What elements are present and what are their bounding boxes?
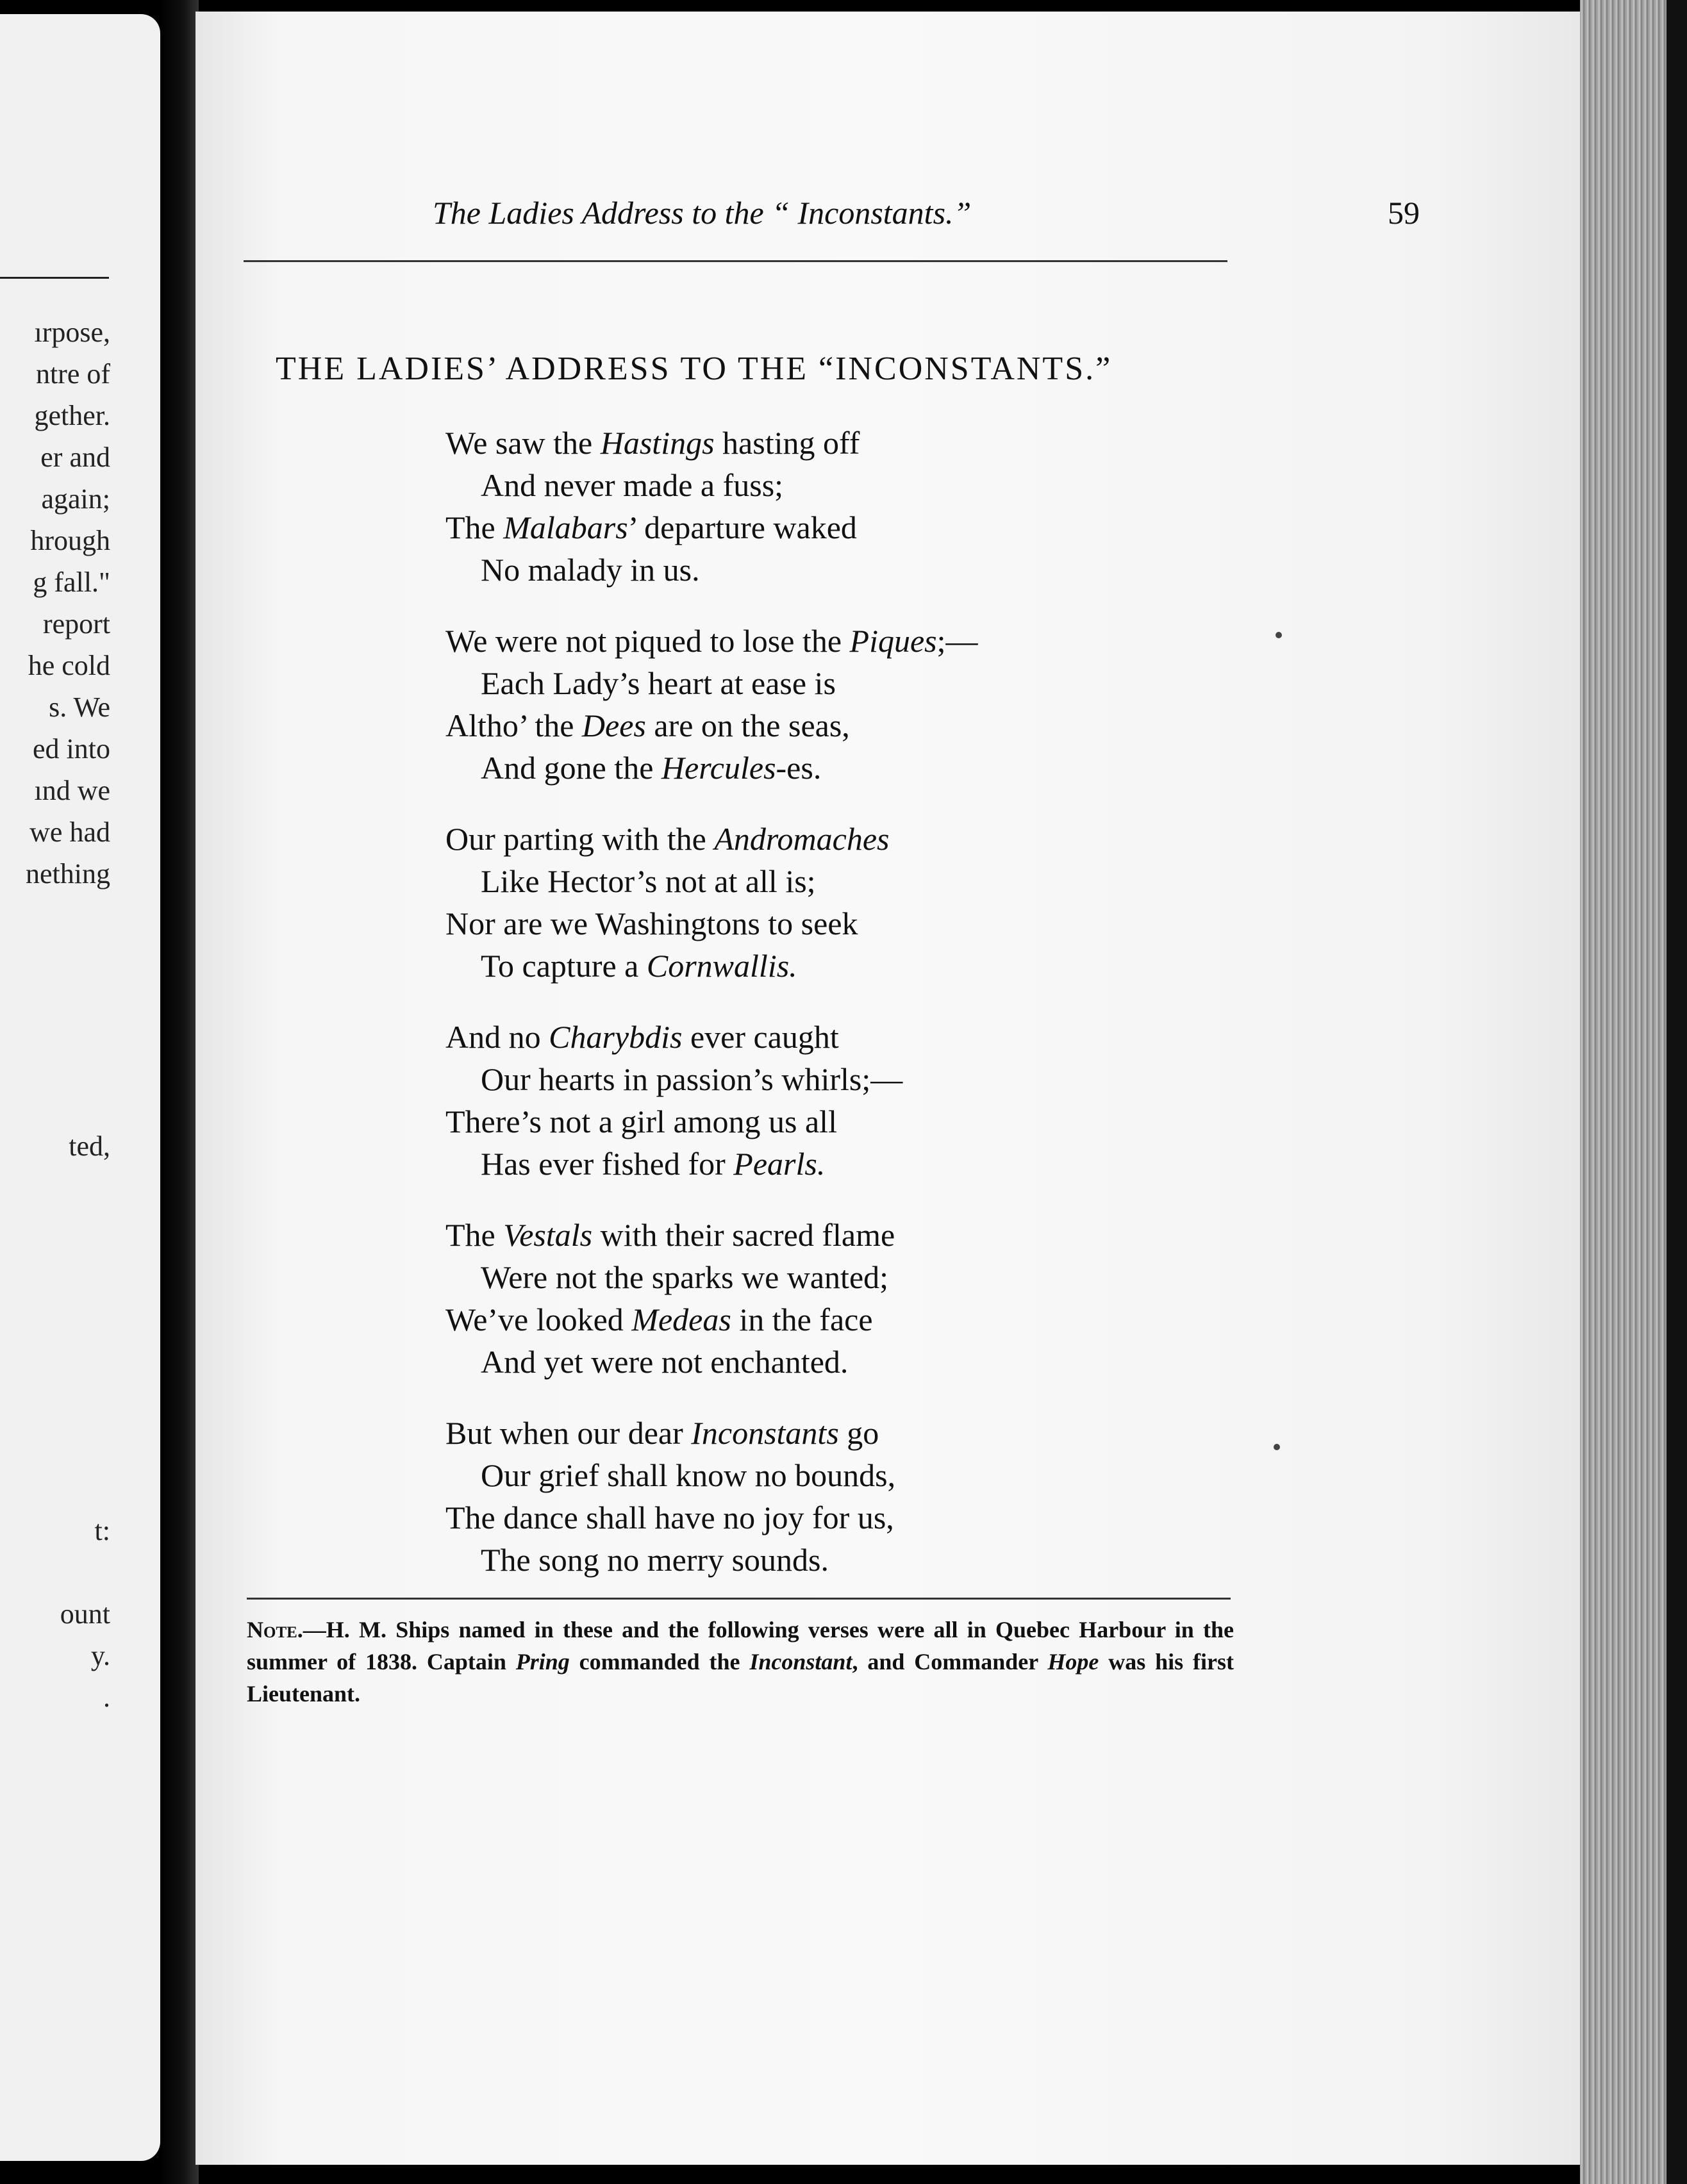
ship-name: Pearls. <box>733 1146 826 1182</box>
poem-line-text: Our parting with the <box>445 821 715 857</box>
ship-name: Dees <box>581 707 646 743</box>
running-head-title: The Ladies Address to the “ Inconstants.” <box>433 195 972 231</box>
poem-line-text: No malady in us. <box>481 552 700 588</box>
facing-page-line: ed into <box>33 733 110 765</box>
facing-page-left <box>0 14 160 2161</box>
ship-name: Medeas <box>631 1302 731 1337</box>
poem-body <box>445 422 1151 1610</box>
footnote-text: , and Commander <box>852 1649 1048 1675</box>
poem-line-text: And never made a fuss; <box>481 467 784 503</box>
facing-page-line: s. We <box>49 691 110 723</box>
poem-line-text: -es. <box>776 750 822 786</box>
poem-line-text: The dance shall have no joy for us, <box>445 1500 894 1535</box>
facing-page-line: nething <box>26 858 110 889</box>
facing-page-line: ted, <box>69 1130 110 1162</box>
footnote-text: was his first Lieutenant. <box>247 1649 1234 1707</box>
facing-page-line: hrough <box>30 525 110 556</box>
stanza <box>445 620 1151 789</box>
poem-line-text: There’s not a girl among us all <box>445 1104 837 1139</box>
footnote-rule <box>247 1598 1231 1600</box>
facing-page-rule <box>0 277 109 279</box>
poem-line <box>445 818 1151 860</box>
poem-line-text: are on the seas, <box>645 707 850 743</box>
poem-line <box>445 1539 1151 1581</box>
poem-line <box>445 1214 1151 1256</box>
poem-line <box>445 662 1151 704</box>
poem-line-text: ever caught <box>682 1019 839 1055</box>
facing-page-line: report <box>42 608 110 640</box>
ship-name: Cornwallis. <box>646 948 797 984</box>
poem-line <box>445 464 1151 506</box>
poem-line-text: Nor are we Washingtons to seek <box>445 906 858 941</box>
footnote-label: Note. <box>247 1617 303 1642</box>
poem-line-text: Altho’ the <box>445 707 582 743</box>
poem-line-text: The <box>445 1217 504 1253</box>
stanza <box>445 1214 1151 1383</box>
poem-line-text: And yet were not enchanted. <box>481 1344 849 1380</box>
poem-line-text: ’ departure waked <box>627 509 857 545</box>
facing-page-line: y. <box>90 1640 110 1671</box>
header-rule <box>244 260 1227 262</box>
facing-page-line: t: <box>94 1515 110 1546</box>
poem-line-text: Like Hector’s not at all is; <box>481 863 816 899</box>
facing-page-line: ntre of <box>35 358 110 390</box>
poem-line-text: We saw the <box>445 425 601 461</box>
poem-line <box>445 1143 1151 1185</box>
ship-name: Hastings <box>600 425 715 461</box>
poem-line-text: Our hearts in passion’s whirls;— <box>481 1061 903 1097</box>
ship-name: Andromaches <box>714 821 890 857</box>
poem-line-text: Each Lady’s heart at ease is <box>481 665 836 701</box>
poem-line <box>445 1496 1151 1539</box>
poem-line-text: go <box>838 1415 879 1451</box>
ship-name: Vestals <box>503 1217 593 1253</box>
ink-speck <box>1276 632 1282 638</box>
facing-page-line: gether. <box>34 400 110 431</box>
ship-name: Charybdis <box>549 1019 683 1055</box>
book-gutter <box>160 0 199 2184</box>
poem-line <box>445 1016 1151 1058</box>
footnote-text: —H. M. Ships named in these and the following verses were all in Quebec Harbour in the summer of 1838. Captain <box>247 1617 1234 1675</box>
footnote-officer-name: Hope <box>1047 1649 1099 1675</box>
stanza <box>445 1412 1151 1581</box>
poem-line <box>445 506 1151 549</box>
running-head <box>433 194 1420 239</box>
facing-page-line: . <box>103 1682 110 1713</box>
poem-line <box>445 860 1151 902</box>
poem-line <box>445 1100 1151 1143</box>
ink-speck <box>1274 1444 1280 1450</box>
poem-line-text: The song no merry sounds. <box>481 1542 829 1578</box>
poem-line <box>445 620 1151 662</box>
poem-title: THE LADIES’ ADDRESS TO THE “INCONSTANTS.” <box>276 351 1113 387</box>
facing-page-line: again; <box>41 483 110 515</box>
facing-page-line: we had <box>29 816 110 848</box>
poem-line-text: The <box>445 509 504 545</box>
poem-line <box>445 1454 1151 1496</box>
poem-line-text: ;— <box>936 623 978 659</box>
ship-name: Hercules <box>661 750 776 786</box>
poem-line-text: Our grief shall know no bounds, <box>481 1457 896 1493</box>
facing-page-line: he cold <box>28 650 110 681</box>
stanza <box>445 1016 1151 1185</box>
ship-name: Inconstants <box>691 1415 839 1451</box>
poem-line-text: with their sacred flame <box>592 1217 895 1253</box>
footnote-text: commanded the <box>569 1649 750 1675</box>
poem-line <box>445 422 1151 464</box>
poem-line <box>445 1256 1151 1298</box>
poem-line <box>445 747 1151 789</box>
ship-name: Piques <box>849 623 937 659</box>
poem-line-text: But when our dear <box>445 1415 692 1451</box>
ship-name: Malabars <box>503 509 628 545</box>
scan-border <box>1666 0 1687 2184</box>
facing-page-line: ırpose, <box>34 317 110 348</box>
stanza <box>445 422 1151 591</box>
poem-line <box>445 1341 1151 1383</box>
footnote-ship-name: Inconstant <box>749 1649 852 1675</box>
poem-line <box>445 549 1151 591</box>
poem-line-text: hasting off <box>714 425 860 461</box>
poem-line-text: And no <box>445 1019 549 1055</box>
poem-line-text: Were not the sparks we wanted; <box>481 1259 889 1295</box>
poem-line <box>445 1298 1151 1341</box>
poem-line <box>445 1412 1151 1454</box>
facing-page-line: er and <box>40 442 110 473</box>
page-59 <box>195 12 1580 2165</box>
poem-line-text: To capture a <box>481 948 647 984</box>
footnote-ship-name: Pring <box>515 1649 570 1675</box>
facing-page-line: ınd we <box>34 775 110 806</box>
poem-line-text: We’ve looked <box>445 1302 632 1337</box>
poem-line-text: We were not piqued to lose the <box>445 623 850 659</box>
stanza <box>445 818 1151 987</box>
poem-line <box>445 902 1151 945</box>
poem-line <box>445 945 1151 987</box>
poem-line-text: Has ever fished for <box>481 1146 734 1182</box>
facing-page-line: g fall." <box>33 567 110 598</box>
facing-page-line: ount <box>60 1598 110 1630</box>
poem-line-text: in the face <box>731 1302 873 1337</box>
page-number: 59 <box>1388 195 1420 231</box>
footnote <box>247 1614 1234 1710</box>
poem-line <box>445 1058 1151 1100</box>
poem-line <box>445 704 1151 747</box>
poem-line-text: And gone the <box>481 750 661 786</box>
